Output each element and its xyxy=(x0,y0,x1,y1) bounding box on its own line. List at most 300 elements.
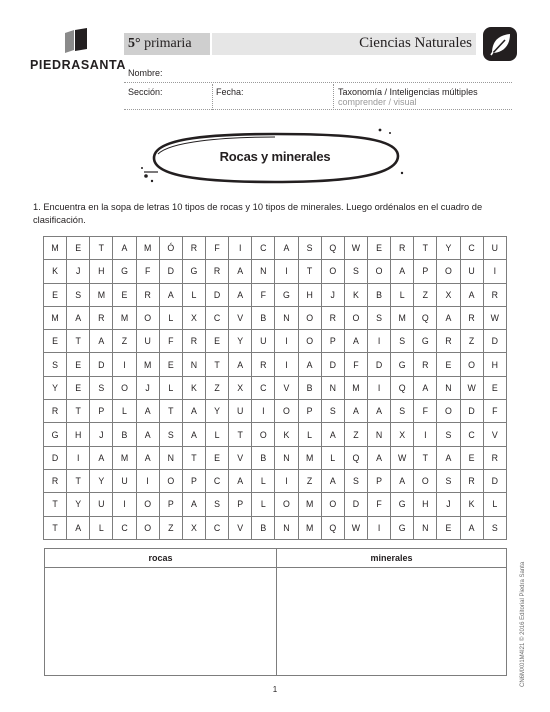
grid-cell[interactable]: J xyxy=(90,423,113,446)
grid-cell[interactable]: M xyxy=(44,306,67,329)
copyright-note: CN6MX01M4I21 © 2016 Editorial Piedra Santa xyxy=(520,561,526,687)
grid-cell[interactable]: S xyxy=(159,423,182,446)
minerales-header: minerales xyxy=(370,553,413,563)
instructions: 1. Encuentra en la sopa de letras 10 tipos de rocas y 10 tipos de minerales. Luego ordénalos en el cuadro de clasificación. xyxy=(33,202,483,225)
grid-cell[interactable]: R xyxy=(90,306,113,329)
grid-cell[interactable]: S xyxy=(298,237,321,260)
grid-cell[interactable]: U xyxy=(136,330,159,353)
grid-cell[interactable]: L xyxy=(90,516,113,539)
grid-cell[interactable]: Ó xyxy=(159,237,182,260)
grid-cell[interactable]: Q xyxy=(414,306,437,329)
grid-cell[interactable]: U xyxy=(460,260,483,283)
grid-cell[interactable]: A xyxy=(136,400,159,423)
grid-cell[interactable]: R xyxy=(321,306,344,329)
grid-cell[interactable]: S xyxy=(344,260,367,283)
grid-cell[interactable]: X xyxy=(391,423,414,446)
grid-cell[interactable]: M xyxy=(136,353,159,376)
grid-cell[interactable]: U xyxy=(113,469,136,492)
grid-cell[interactable]: G xyxy=(391,353,414,376)
grid-cell[interactable]: R xyxy=(136,283,159,306)
grid-cell[interactable]: A xyxy=(113,237,136,260)
grid-cell[interactable]: N xyxy=(275,446,298,469)
grid-cell[interactable]: D xyxy=(321,353,344,376)
grid-cell[interactable]: S xyxy=(367,306,390,329)
grid-cell[interactable]: N xyxy=(252,260,275,283)
grid-cell[interactable]: N xyxy=(182,353,205,376)
grid-cell[interactable]: A xyxy=(321,423,344,446)
grid-cell[interactable]: Z xyxy=(298,469,321,492)
grid-cell[interactable]: M xyxy=(90,283,113,306)
grid-cell[interactable]: O xyxy=(113,376,136,399)
grid-cell[interactable]: E xyxy=(44,330,67,353)
grid-cell[interactable]: O xyxy=(275,493,298,516)
grid-cell[interactable]: E xyxy=(113,283,136,306)
grid-cell[interactable]: R xyxy=(44,400,67,423)
grid-cell[interactable]: T xyxy=(44,516,67,539)
grid-cell[interactable]: O xyxy=(321,493,344,516)
grid-cell[interactable]: R xyxy=(483,446,506,469)
grid-cell[interactable]: W xyxy=(344,516,367,539)
grid-cell[interactable]: F xyxy=(252,283,275,306)
grid-cell[interactable]: T xyxy=(44,493,67,516)
grade-level: primaria xyxy=(144,36,192,51)
grid-cell[interactable]: X xyxy=(229,376,252,399)
worksheet-title: Rocas y minerales xyxy=(219,149,331,164)
grid-cell[interactable]: A xyxy=(136,423,159,446)
grid-cell[interactable]: D xyxy=(344,493,367,516)
grid-cell[interactable]: F xyxy=(205,237,228,260)
grade-label xyxy=(128,36,192,52)
grid-cell[interactable]: E xyxy=(460,446,483,469)
taxonomy-sub: comprender / visual xyxy=(338,97,417,107)
grid-cell[interactable]: K xyxy=(344,283,367,306)
grid-cell[interactable]: C xyxy=(205,516,228,539)
grid-cell[interactable]: A xyxy=(460,283,483,306)
grid-cell[interactable]: H xyxy=(67,423,90,446)
grid-cell[interactable]: F xyxy=(344,353,367,376)
grid-cell[interactable]: A xyxy=(229,283,252,306)
grid-cell[interactable]: M xyxy=(344,376,367,399)
leaf-badge xyxy=(483,27,517,61)
grid-cell[interactable]: M xyxy=(298,516,321,539)
grid-row xyxy=(44,353,507,376)
publisher-logo xyxy=(30,28,126,76)
grid-cell[interactable]: J xyxy=(437,493,460,516)
grid-cell[interactable]: O xyxy=(414,469,437,492)
grid-cell[interactable]: N xyxy=(414,516,437,539)
grid-cell[interactable]: O xyxy=(298,330,321,353)
grid-cell[interactable]: N xyxy=(321,376,344,399)
grid-row xyxy=(44,400,507,423)
grid-cell[interactable]: A xyxy=(437,306,460,329)
grid-cell[interactable]: W xyxy=(460,376,483,399)
grid-cell[interactable]: B xyxy=(298,376,321,399)
grid-cell[interactable]: S xyxy=(344,469,367,492)
grid-cell[interactable]: C xyxy=(252,376,275,399)
grid-cell[interactable]: R xyxy=(460,469,483,492)
grid-cell[interactable]: E xyxy=(159,353,182,376)
grid-cell[interactable]: R xyxy=(182,330,205,353)
rocas-answer-area[interactable] xyxy=(45,568,276,676)
grid-cell[interactable]: L xyxy=(321,446,344,469)
grid-cell[interactable]: U xyxy=(483,237,506,260)
grid-cell[interactable]: V xyxy=(275,376,298,399)
info-bottom-line xyxy=(124,109,512,110)
grid-cell[interactable]: B xyxy=(113,423,136,446)
grid-cell[interactable]: E xyxy=(67,237,90,260)
grid-row xyxy=(44,493,507,516)
section-label: Sección: xyxy=(128,87,163,97)
grid-cell[interactable]: M xyxy=(391,306,414,329)
grid-cell[interactable]: D xyxy=(483,469,506,492)
grid-cell[interactable]: B xyxy=(252,446,275,469)
grid-cell[interactable]: E xyxy=(367,237,390,260)
grid-cell[interactable]: A xyxy=(275,237,298,260)
grid-cell[interactable]: A xyxy=(159,283,182,306)
grid-cell[interactable]: L xyxy=(159,306,182,329)
grid-cell[interactable]: Y xyxy=(67,493,90,516)
grid-cell[interactable]: A xyxy=(460,516,483,539)
grid-cell[interactable]: A xyxy=(391,260,414,283)
grid-cell[interactable]: R xyxy=(414,353,437,376)
classification-table xyxy=(44,548,507,676)
grid-cell[interactable]: L xyxy=(252,493,275,516)
grid-cell[interactable]: D xyxy=(44,446,67,469)
grid-cell[interactable]: R xyxy=(437,330,460,353)
grid-cell[interactable]: E xyxy=(205,330,228,353)
grid-cell[interactable]: W xyxy=(391,446,414,469)
grid-cell[interactable]: E xyxy=(67,353,90,376)
grid-cell[interactable]: T xyxy=(67,330,90,353)
grid-cell[interactable]: Y xyxy=(437,237,460,260)
grid-cell[interactable]: A xyxy=(437,446,460,469)
grid-cell[interactable]: G xyxy=(182,260,205,283)
grid-cell[interactable]: E xyxy=(483,376,506,399)
grid-cell[interactable]: B xyxy=(252,516,275,539)
grid-cell[interactable]: A xyxy=(90,330,113,353)
grid-cell[interactable]: S xyxy=(437,423,460,446)
grid-cell[interactable]: A xyxy=(229,260,252,283)
grid-cell[interactable]: I xyxy=(252,400,275,423)
grid-cell[interactable]: S xyxy=(437,469,460,492)
grid-cell[interactable]: S xyxy=(483,516,506,539)
grid-cell[interactable]: R xyxy=(252,353,275,376)
grid-cell[interactable]: D xyxy=(205,283,228,306)
grid-cell[interactable]: P xyxy=(414,260,437,283)
grid-cell[interactable]: R xyxy=(460,306,483,329)
grid-cell[interactable]: Y xyxy=(90,469,113,492)
grid-cell[interactable]: F xyxy=(414,400,437,423)
grid-cell[interactable]: L xyxy=(182,283,205,306)
grid-cell[interactable]: I xyxy=(275,353,298,376)
date-divider xyxy=(333,84,334,110)
grid-cell[interactable]: T xyxy=(159,400,182,423)
grid-cell[interactable]: M xyxy=(113,306,136,329)
grid-cell[interactable]: Q xyxy=(321,516,344,539)
grid-cell[interactable]: R xyxy=(182,237,205,260)
grid-cell[interactable]: A xyxy=(67,306,90,329)
grid-cell[interactable]: R xyxy=(205,260,228,283)
grid-cell[interactable]: X xyxy=(182,306,205,329)
grid-cell[interactable]: A xyxy=(391,469,414,492)
grid-cell[interactable]: Y xyxy=(229,330,252,353)
grid-cell[interactable]: F xyxy=(367,493,390,516)
leaf-icon xyxy=(483,27,517,61)
grid-cell[interactable]: H xyxy=(483,353,506,376)
grid-cell[interactable]: P xyxy=(229,493,252,516)
grid-cell[interactable]: X xyxy=(182,516,205,539)
grid-cell[interactable]: L xyxy=(205,423,228,446)
grid-cell[interactable]: A xyxy=(90,446,113,469)
grid-cell[interactable]: I xyxy=(367,376,390,399)
name-line[interactable] xyxy=(124,82,512,83)
grid-cell[interactable]: S xyxy=(391,400,414,423)
grid-cell[interactable]: O xyxy=(344,306,367,329)
grid-cell[interactable]: N xyxy=(367,423,390,446)
grid-cell[interactable]: G xyxy=(414,330,437,353)
grid-cell[interactable]: G xyxy=(275,283,298,306)
grid-cell[interactable]: A xyxy=(229,353,252,376)
grid-cell[interactable]: A xyxy=(229,469,252,492)
grid-cell[interactable]: K xyxy=(44,260,67,283)
grid-cell[interactable]: I xyxy=(136,469,159,492)
grid-cell[interactable]: C xyxy=(205,306,228,329)
grid-cell[interactable]: A xyxy=(182,400,205,423)
grid-cell[interactable]: Z xyxy=(113,330,136,353)
grid-cell[interactable]: D xyxy=(460,400,483,423)
grid-cell[interactable]: J xyxy=(67,260,90,283)
grid-cell[interactable]: H xyxy=(414,493,437,516)
grid-cell[interactable]: A xyxy=(367,446,390,469)
grid-cell[interactable]: C xyxy=(252,237,275,260)
subject-title: Ciencias Naturales xyxy=(359,35,472,51)
grid-cell[interactable]: U xyxy=(252,330,275,353)
grid-row xyxy=(44,376,507,399)
grid-cell[interactable]: O xyxy=(437,400,460,423)
grid-cell[interactable]: M xyxy=(298,446,321,469)
grid-cell[interactable]: S xyxy=(391,330,414,353)
grid-cell[interactable]: P xyxy=(90,400,113,423)
grid-cell[interactable]: R xyxy=(483,283,506,306)
grid-cell[interactable]: P xyxy=(367,469,390,492)
grid-cell[interactable]: A xyxy=(182,493,205,516)
grid-cell[interactable]: P xyxy=(321,330,344,353)
grid-cell[interactable]: N xyxy=(275,516,298,539)
grid-cell[interactable]: Z xyxy=(344,423,367,446)
grid-cell[interactable]: S xyxy=(321,400,344,423)
grid-cell[interactable]: G xyxy=(113,260,136,283)
grid-cell[interactable]: C xyxy=(460,423,483,446)
grid-cell[interactable]: J xyxy=(321,283,344,306)
grid-cell[interactable]: E xyxy=(437,353,460,376)
grid-cell[interactable]: N xyxy=(159,446,182,469)
grid-cell[interactable]: K xyxy=(182,376,205,399)
grid-cell[interactable]: A xyxy=(344,400,367,423)
grid-cell[interactable]: S xyxy=(205,493,228,516)
grid-row xyxy=(44,330,507,353)
grid-cell[interactable]: W xyxy=(483,306,506,329)
grid-cell[interactable]: C xyxy=(460,237,483,260)
grid-cell[interactable]: G xyxy=(44,423,67,446)
grid-cell[interactable]: G xyxy=(391,516,414,539)
grid-cell[interactable]: T xyxy=(90,237,113,260)
grid-cell[interactable]: O xyxy=(136,493,159,516)
grid-cell[interactable]: I xyxy=(113,493,136,516)
grid-cell[interactable]: T xyxy=(67,469,90,492)
grid-cell[interactable]: S xyxy=(90,376,113,399)
grid-cell[interactable]: L xyxy=(483,493,506,516)
grid-cell[interactable]: I xyxy=(367,330,390,353)
grid-row xyxy=(44,446,507,469)
grid-cell[interactable]: M xyxy=(44,237,67,260)
grid-cell[interactable]: L xyxy=(113,400,136,423)
grid-cell[interactable]: B xyxy=(252,306,275,329)
grid-row xyxy=(44,423,507,446)
grid-cell[interactable]: O xyxy=(252,423,275,446)
grid-cell[interactable]: E xyxy=(437,516,460,539)
grid-cell[interactable]: P xyxy=(182,469,205,492)
grid-row xyxy=(44,237,507,260)
grid-cell[interactable]: S xyxy=(44,353,67,376)
grid-cell[interactable]: I xyxy=(367,516,390,539)
grid-cell[interactable]: Z xyxy=(159,516,182,539)
grid-cell[interactable]: Q xyxy=(344,446,367,469)
grid-cell[interactable]: P xyxy=(298,400,321,423)
grid-cell[interactable]: T xyxy=(414,237,437,260)
grid-cell[interactable]: D xyxy=(367,353,390,376)
grid-cell[interactable]: A xyxy=(344,330,367,353)
grid-cell[interactable]: A xyxy=(67,516,90,539)
taxonomy-label: Taxonomía / Inteligencias múltiples xyxy=(338,87,478,97)
grid-row xyxy=(44,260,507,283)
grid-cell[interactable]: L xyxy=(391,283,414,306)
grid-cell[interactable]: I xyxy=(275,469,298,492)
grid-cell[interactable]: L xyxy=(159,376,182,399)
grid-cell[interactable]: W xyxy=(344,237,367,260)
grid-cell[interactable]: N xyxy=(275,306,298,329)
grid-cell[interactable]: P xyxy=(159,493,182,516)
grid-cell[interactable]: L xyxy=(252,469,275,492)
grid-cell[interactable]: D xyxy=(159,260,182,283)
grid-cell[interactable]: O xyxy=(136,516,159,539)
grid-cell[interactable]: R xyxy=(44,469,67,492)
grid-cell[interactable]: O xyxy=(275,400,298,423)
grid-cell[interactable]: A xyxy=(182,423,205,446)
grid-cell[interactable]: O xyxy=(437,260,460,283)
grid-row xyxy=(44,516,507,539)
grid-cell[interactable]: U xyxy=(229,400,252,423)
grid-cell[interactable]: A xyxy=(414,376,437,399)
grid-row xyxy=(44,283,507,306)
grid-cell[interactable]: K xyxy=(460,493,483,516)
grid-cell[interactable]: I xyxy=(275,260,298,283)
grid-cell[interactable]: U xyxy=(90,493,113,516)
grid-cell[interactable]: T xyxy=(414,446,437,469)
grid-cell[interactable]: F xyxy=(483,400,506,423)
grid-cell[interactable]: T xyxy=(205,353,228,376)
grid-cell[interactable]: V xyxy=(229,306,252,329)
grid-cell[interactable]: M xyxy=(136,237,159,260)
grid-cell[interactable]: A xyxy=(321,469,344,492)
grid-cell[interactable]: I xyxy=(113,353,136,376)
grid-cell[interactable]: C xyxy=(113,516,136,539)
grid-cell[interactable]: V xyxy=(229,446,252,469)
minerales-answer-area[interactable] xyxy=(277,568,507,676)
grid-cell[interactable]: O xyxy=(298,306,321,329)
grid-cell[interactable]: X xyxy=(437,283,460,306)
grid-cell[interactable]: Q xyxy=(391,376,414,399)
grid-cell[interactable]: Q xyxy=(321,237,344,260)
grid-cell[interactable]: T xyxy=(182,446,205,469)
grid-cell[interactable]: O xyxy=(460,353,483,376)
grid-cell[interactable]: Y xyxy=(205,400,228,423)
grid-cell[interactable]: H xyxy=(90,260,113,283)
grid-row xyxy=(44,469,507,492)
grid-cell[interactable]: A xyxy=(298,353,321,376)
grid-cell[interactable]: O xyxy=(321,260,344,283)
section-divider xyxy=(212,84,213,110)
grid-cell[interactable]: A xyxy=(367,400,390,423)
grid-cell[interactable]: D xyxy=(483,330,506,353)
grid-cell[interactable]: H xyxy=(298,283,321,306)
grid-cell[interactable]: I xyxy=(229,237,252,260)
grid-cell[interactable]: V xyxy=(483,423,506,446)
grid-cell[interactable]: C xyxy=(205,469,228,492)
date-label: Fecha: xyxy=(216,87,244,97)
grid-cell[interactable]: Z xyxy=(205,376,228,399)
grid-cell[interactable]: O xyxy=(159,469,182,492)
book-logo-icon xyxy=(62,28,90,54)
grid-cell[interactable]: T xyxy=(298,260,321,283)
grid-cell[interactable]: M xyxy=(113,446,136,469)
grid-cell[interactable]: O xyxy=(367,260,390,283)
grid-cell[interactable]: T xyxy=(67,400,90,423)
grid-cell[interactable]: B xyxy=(367,283,390,306)
grid-cell[interactable]: F xyxy=(136,260,159,283)
grid-cell[interactable]: I xyxy=(483,260,506,283)
grid-cell[interactable]: G xyxy=(391,493,414,516)
page-number: 1 xyxy=(272,685,278,694)
grid-cell[interactable]: R xyxy=(391,237,414,260)
grid-cell[interactable]: N xyxy=(437,376,460,399)
grid-cell[interactable]: Z xyxy=(460,330,483,353)
name-label: Nombre: xyxy=(128,68,163,78)
grid-cell[interactable]: I xyxy=(414,423,437,446)
grid-cell[interactable]: I xyxy=(67,446,90,469)
grid-cell[interactable]: F xyxy=(159,330,182,353)
word-search-grid xyxy=(43,236,507,540)
grid-cell[interactable]: Z xyxy=(414,283,437,306)
grid-cell[interactable]: J xyxy=(136,376,159,399)
grid-cell[interactable]: K xyxy=(275,423,298,446)
grade-number: 5° xyxy=(128,36,141,51)
grid-cell[interactable]: V xyxy=(229,516,252,539)
grid-cell[interactable]: M xyxy=(298,493,321,516)
grid-cell[interactable]: E xyxy=(44,283,67,306)
grid-cell[interactable]: T xyxy=(229,423,252,446)
grid-cell[interactable]: S xyxy=(67,283,90,306)
grid-cell[interactable]: I xyxy=(275,330,298,353)
grid-cell[interactable]: Y xyxy=(44,376,67,399)
grid-cell[interactable]: D xyxy=(90,353,113,376)
grid-cell[interactable]: E xyxy=(205,446,228,469)
publisher-name: PIEDRASANTA xyxy=(30,58,126,72)
grid-cell[interactable]: O xyxy=(136,306,159,329)
grid-cell[interactable]: A xyxy=(136,446,159,469)
rocas-header: rocas xyxy=(148,553,173,563)
grid-cell[interactable]: E xyxy=(67,376,90,399)
grid-cell[interactable]: L xyxy=(298,423,321,446)
